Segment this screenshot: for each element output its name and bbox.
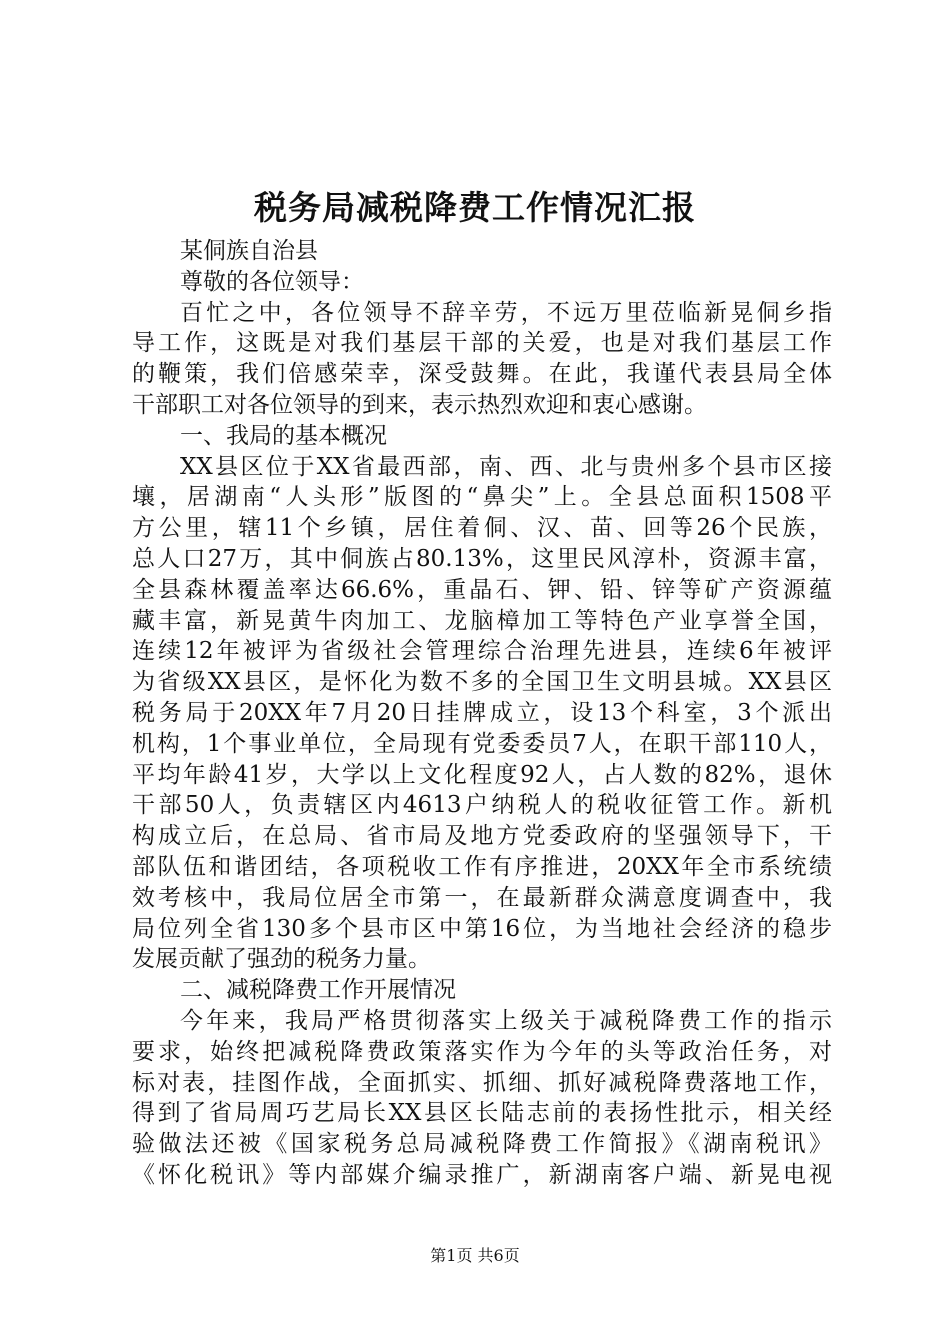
page-footer: 第1页 共6页 — [430, 1246, 520, 1265]
body-line: 平均年龄41岁，大学以上文化程度92人，占人数的82%，退休 — [132, 761, 832, 788]
body-line: 构成立后，在总局、省市局及地方党委政府的坚强领导下，干 — [132, 823, 832, 850]
body-line: 机构，1个事业单位，全局现有党委委员7人，在职干部110人， — [132, 730, 832, 757]
body-line: XX县区位于XX省最西部，南、西、北与贵州多个县市区接 — [180, 453, 832, 480]
body-line: 局位列全省130多个县市区中第16位，为当地社会经济的稳步 — [132, 915, 832, 942]
body-line: 发展贡献了强劲的税务力量。 — [132, 946, 431, 973]
document-title: 税务局减税降费工作情况汇报 — [254, 188, 696, 227]
body-line: 某侗族自治县 — [180, 238, 318, 264]
body-line: 部队伍和谐团结，各项税收工作有序推进，20XX年全市系统绩 — [132, 853, 832, 880]
body-line: 尊敬的各位领导： — [180, 268, 364, 295]
body-line: 效考核中，我局位居全市第一，在最新群众满意度调查中，我 — [132, 884, 832, 911]
body-line: 验做法还被《国家税务总局减税降费工作简报》《湖南税讯》 — [132, 1131, 832, 1158]
body-line: 导工作，这既是对我们基层干部的关爱，也是对我们基层工作 — [132, 330, 832, 357]
body-line: 藏丰富，新晃黄牛肉加工、龙脑樟加工等特色产业享誉全国， — [132, 607, 832, 634]
body-line: 一、我局的基本概况 — [180, 422, 387, 449]
body-line: 干部50人，负责辖区内4613户纳税人的税收征管工作。新机 — [132, 792, 832, 819]
body-line: 壤，居湖南“人头形”版图的“鼻尖”上。全县总面积1508平 — [132, 484, 832, 511]
body-line: 全县森林覆盖率达66.6%，重晶石、钾、铅、锌等矿产资源蕴 — [132, 576, 832, 603]
body-line: 百忙之中，各位领导不辞辛劳，不远万里莅临新晃侗乡指 — [180, 299, 832, 326]
body-line: 为省级XX县区，是怀化为数不多的全国卫生文明县城。XX县区 — [132, 669, 832, 696]
body-line: 今年来，我局严格贯彻落实上级关于减税降费工作的指示 — [180, 1007, 832, 1034]
body-line: 得到了省局周巧艺局长XX县区长陆志前的表扬性批示，相关经 — [132, 1100, 832, 1127]
body-line: 标对表，挂图作战，全面抓实、抓细、抓好减税降费落地工作， — [132, 1069, 832, 1096]
body-line: 《怀化税讯》等内部媒介编录推广，新湖南客户端、新晃电视 — [132, 1161, 832, 1188]
body-line: 二、减税降费工作开展情况 — [180, 977, 456, 1004]
body-line: 连续12年被评为省级社会管理综合治理先进县，连续6年被评 — [132, 638, 832, 665]
body-line: 的鞭策，我们倍感荣幸，深受鼓舞。在此，我谨代表县局全体 — [132, 361, 832, 388]
body-line: 总人口27万，其中侗族占80.13%，这里民风淳朴，资源丰富， — [132, 545, 832, 572]
document-body — [132, 236, 832, 1191]
body-line: 税务局于20XX年7月20日挂牌成立，设13个科室，3个派出 — [132, 699, 832, 726]
body-line: 要求，始终把减税降费政策落实作为今年的头等政治任务，对 — [132, 1038, 832, 1065]
body-line: 方公里，辖11个乡镇，居住着侗、汉、苗、回等26个民族， — [132, 515, 832, 542]
body-line: 干部职工对各位领导的到来，表示热烈欢迎和衷心感谢。 — [132, 391, 707, 418]
